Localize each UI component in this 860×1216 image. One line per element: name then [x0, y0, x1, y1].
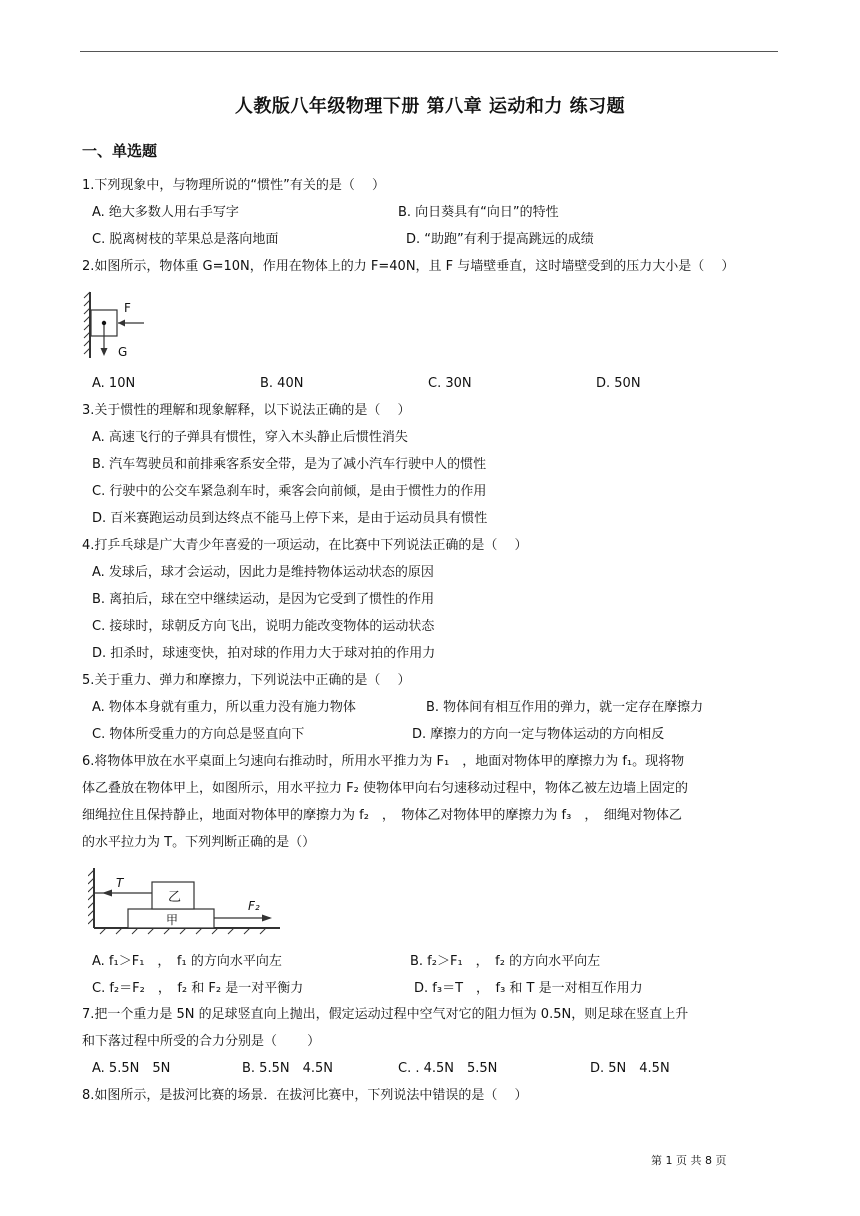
section-heading: 一、单选题 [82, 142, 158, 160]
question-4-stem: 4.打乒乓球是广大青少年喜爱的一项运动，在比赛中下列说法正确的是（ ） [82, 538, 528, 553]
question-4-option-a: A. 发球后，球才会运动，因此力是维持物体运动状态的原因 [92, 565, 434, 580]
question-1-option-c: C. 脱离树枝的苹果总是落向地面 [92, 232, 279, 247]
object-yi-label: 乙 [168, 890, 182, 905]
question-2-option-d: D. 50N [596, 376, 641, 391]
question-5-option-d: D. 摩擦力的方向一定与物体运动的方向相反 [412, 727, 665, 742]
question-4-option-b: B. 离拍后，球在空中继续运动，是因为它受到了惯性的作用 [92, 592, 435, 607]
question-2-option-b: B. 40N [260, 376, 304, 391]
question-7-option-b: B. 5.5N 4.5N [242, 1061, 333, 1076]
force-f2-label: F₂ [248, 899, 260, 913]
question-5-option-b: B. 物体间有相互作用的弹力，就一定存在摩擦力 [426, 700, 704, 715]
question-3-option-d: D. 百米赛跑运动员到达终点不能马上停下来，是由于运动员具有惯性 [92, 511, 488, 526]
question-4-option-d: D. 扣杀时，球速变快，拍对球的作用力大于球对拍的作用力 [92, 646, 436, 661]
header-rule [80, 51, 778, 52]
question-6-stem-line: 6.将物体甲放在水平桌面上匀速向右推动时，所用水平推力为 F₁ ，地面对物体甲的摩擦力为 f₁。现将物 [82, 754, 685, 769]
question-7-option-d: D. 5N 4.5N [590, 1061, 670, 1076]
document-title: 人教版八年级物理下册 第八章 运动和力 练习题 [234, 96, 626, 117]
question-2-stem: 2.如图所示，物体重 G=10N，作用在物体上的力 F=40N，且 F 与墙壁垂直，这时墙壁受到的压力大小是（ ） [82, 259, 735, 274]
force-f-label: F [124, 301, 131, 315]
question-6-stem-line: 的水平拉力为 T。下列判断正确的是（） [82, 835, 316, 850]
question-8-stem: 8.如图所示，是拔河比赛的场景．在拔河比赛中，下列说法中错误的是（ ） [82, 1088, 528, 1103]
question-3-stem: 3.关于惯性的理解和现象解释，以下说法正确的是（ ） [82, 403, 411, 418]
question-1-option-d: D. “助跑”有利于提高跳远的成绩 [406, 232, 594, 247]
question-2-figure [82, 290, 162, 365]
gravity-g-label: G [118, 345, 128, 359]
question-2-option-c: C. 30N [428, 376, 472, 391]
question-7-option-c: C. . 4.5N 5.5N [398, 1061, 498, 1076]
question-7-stem-line: 7.把一个重力是 5N 的足球竖直向上抛出，假定运动过程中空气对它的阻力恒为 0.5N，则足球在竖直上升 [82, 1007, 689, 1022]
question-3-option-a: A. 高速飞行的子弹具有惯性，穿入木头静止后惯性消失 [92, 430, 408, 445]
object-jia-label: 甲 [166, 913, 179, 927]
question-3-option-b: B. 汽车驾驶员和前排乘客系安全带，是为了减小汽车行驶中人的惯性 [92, 457, 487, 472]
question-6-option-b: B. f₂＞F₁ ， f₂ 的方向水平向左 [410, 954, 601, 969]
question-3-option-c: C. 行驶中的公交车紧急刹车时，乘客会向前倾，是由于惯性力的作用 [92, 484, 487, 499]
question-5-stem: 5.关于重力、弹力和摩擦力，下列说法中正确的是（ ） [82, 673, 411, 688]
question-6-stem-line: 细绳拉住且保持静止，地面对物体甲的摩擦力为 f₂ ， 物体乙对物体甲的摩擦力为 f₃ ， 细绳对物体乙 [82, 808, 682, 823]
question-6-option-c: C. f₂＝F₂ ， f₂ 和 F₂ 是一对平衡力 [92, 981, 304, 996]
question-1-stem: 1.下列现象中，与物理所说的“惯性”有关的是（ ） [82, 178, 386, 193]
question-6-figure [88, 866, 288, 936]
question-7-stem-line: 和下落过程中所受的合力分别是（ ） [82, 1034, 321, 1049]
question-5-option-a: A. 物体本身就有重力，所以重力没有施力物体 [92, 700, 356, 715]
question-6-option-a: A. f₁＞F₁ ， f₁ 的方向水平向左 [92, 954, 282, 969]
question-4-option-c: C. 接球时，球朝反方向飞出，说明力能改变物体的运动状态 [92, 619, 435, 634]
question-2-option-a: A. 10N [92, 376, 136, 391]
page-footer: 第 1 页 共 8 页 [651, 1154, 727, 1167]
question-1-option-a: A. 绝大多数人用右手写字 [92, 205, 239, 220]
question-6-option-d: D. f₃＝T ， f₃ 和 T 是一对相互作用力 [414, 981, 643, 996]
question-6-stem-line: 体乙叠放在物体甲上，如图所示，用水平拉力 F₂ 使物体甲向右匀速移动过程中，物体乙被左边墙上固定的 [82, 781, 688, 796]
question-5-option-c: C. 物体所受重力的方向总是竖直向下 [92, 727, 305, 742]
question-7-option-a: A. 5.5N 5N [92, 1061, 171, 1076]
tension-t-label: T [116, 876, 124, 890]
question-1-option-b: B. 向日葵具有“向日”的特性 [398, 205, 559, 220]
